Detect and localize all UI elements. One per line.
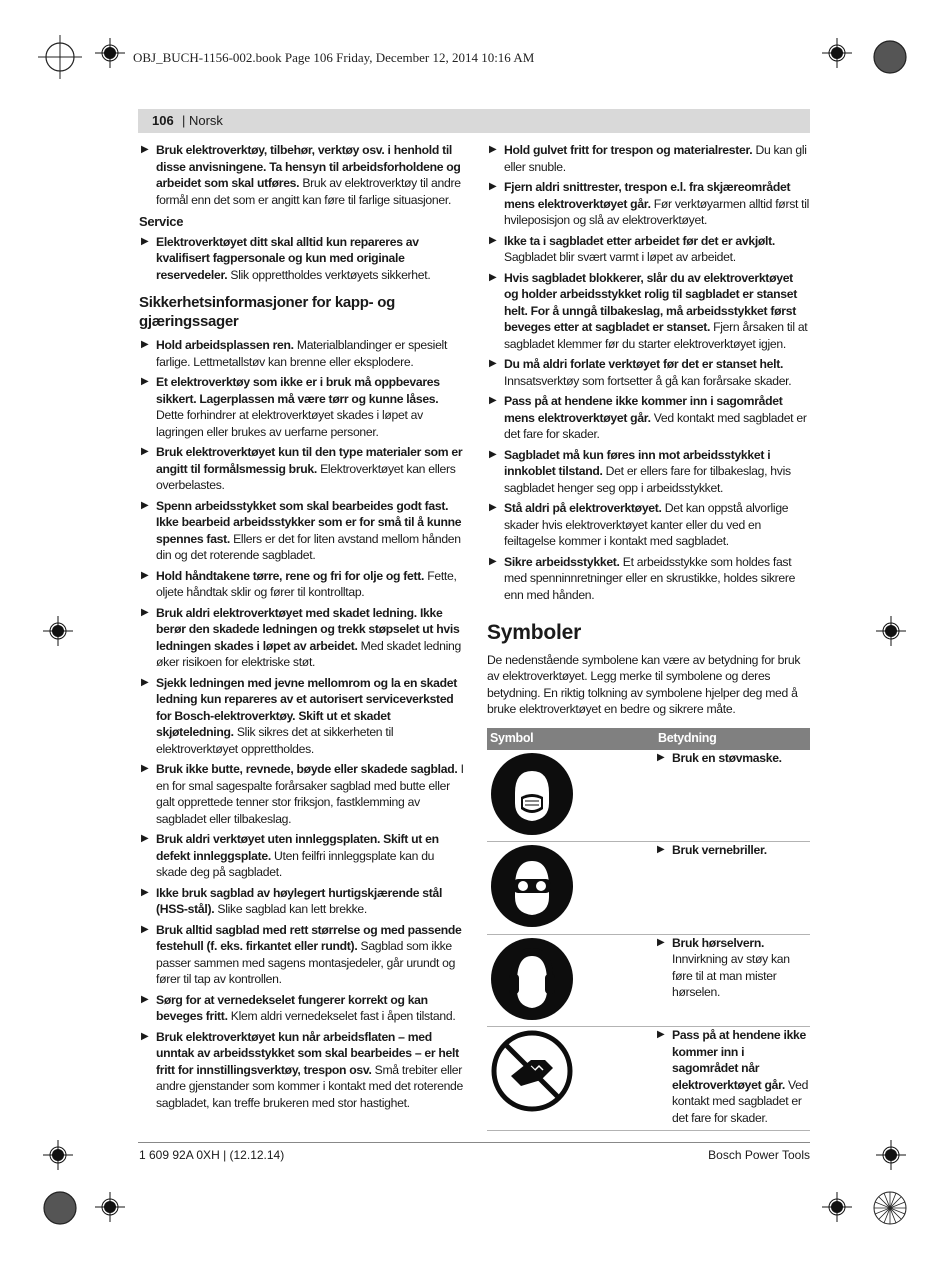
bullet-item xyxy=(139,568,465,601)
bullet-item xyxy=(139,922,465,988)
bullet-arrow-icon: ▶ xyxy=(657,751,665,763)
bullet-bold-text: Ikke bruk sagblad av høylegert hurtigskjærende stål (HSS-stål). xyxy=(156,885,443,916)
bullet-arrow-icon: ▶ xyxy=(141,446,149,457)
crosshair-mark-bottom-left-inner xyxy=(95,1192,125,1222)
bullet-text: Fjern årsaken til at sagbladet klemmer før du starter elektroverktøyet igjen. xyxy=(504,320,808,351)
bullet-item xyxy=(139,1029,465,1112)
bullet-text: Slik sikres det at sikkerheten til elektroverktøyet opprettholdes. xyxy=(156,725,394,756)
bullet-text: Før verktøyarmen alltid først til hvileposisjon og slå av elektroverktøyet. xyxy=(504,196,810,227)
registration-mark-bottom-left xyxy=(38,1186,82,1230)
crosshair-mark-left-mid xyxy=(43,616,73,646)
bullet-arrow-icon: ▶ xyxy=(141,376,149,387)
bullet-text: Innsatsverktøy som fortsetter å gå kan forårsake skader. xyxy=(504,373,792,388)
meaning-bold-text: Bruk en støvmaske. xyxy=(672,750,782,765)
bullet-item xyxy=(487,356,810,389)
bullet-arrow-icon: ▶ xyxy=(141,833,149,844)
bullet-item xyxy=(487,179,810,229)
bullet-arrow-icon: ▶ xyxy=(657,936,665,948)
bullet-arrow-icon: ▶ xyxy=(657,844,665,855)
bullet-item xyxy=(139,831,465,881)
bullet-arrow-icon: ▶ xyxy=(489,271,497,283)
meaning-bold-text: Pass på at hendene ikke kommer inn i sagområdet når elektroverktøyet går. xyxy=(672,1028,807,1092)
symbol-row xyxy=(487,934,810,1027)
bullet-arrow-icon: ▶ xyxy=(489,234,497,246)
bullet-item xyxy=(487,233,810,266)
meaning-item xyxy=(655,935,810,1001)
bullet-arrow-icon: ▶ xyxy=(141,763,149,774)
bullet-bold-text: Et elektroverktøy som ikke er i bruk må oppbevares sikkert. Lagerplassen må være tørr og kunne låses. xyxy=(156,375,440,406)
bullet-text: Materialblandinger er spesielt farlige. Lettmetallstøv kan brenne eller eksplodere. xyxy=(156,338,448,369)
crosshair-mark-bottom-right-outer xyxy=(876,1140,906,1170)
footer-brand: Bosch Power Tools xyxy=(708,1148,810,1162)
bullet-bold-text: Bruk aldri elektroverktøyet med skadet ledning. Ikke berør den skadede ledningen og trekk støpselet ut hvis ledningen skades i løpet av arbeidet. xyxy=(156,605,460,653)
bullet-arrow-icon: ▶ xyxy=(141,676,149,688)
bullet-item xyxy=(139,675,465,758)
crosshair-mark-top-right xyxy=(822,38,852,68)
bullet-bold-text: Sjekk ledningen med jevne mellomrom og la en skadet ledning kun repareres av et autorisert serviceverksted for Bosch-elektroverktøy. Skift ut et skadet skjøteledning. xyxy=(156,675,457,739)
symbol-cell xyxy=(487,750,655,842)
bullet-arrow-icon: ▶ xyxy=(657,1029,665,1040)
bullet-item xyxy=(139,337,465,370)
bullet-arrow-icon: ▶ xyxy=(141,923,149,935)
bullet-text: Med skadet ledning øker risikoen for elektriske støt. xyxy=(156,638,461,669)
bullet-text: Uten feilfri innleggsplate kan du skade deg på sagbladet. xyxy=(156,848,435,879)
bullet-item xyxy=(139,142,465,208)
bullet-bold-text: Bruk aldri verktøyet uten innleggsplaten. Skift ut en defekt innleggsplate. xyxy=(156,832,439,863)
bullet-arrow-icon: ▶ xyxy=(489,555,497,567)
bullet-item xyxy=(139,498,465,564)
bullet-arrow-icon: ▶ xyxy=(489,395,497,406)
safety-heading: Sikkerhetsinformasjoner for kapp- og gjæringssager xyxy=(139,294,395,330)
bullet-item xyxy=(139,234,465,284)
symbol-row xyxy=(487,750,810,842)
footer-divider xyxy=(138,1142,810,1143)
bullet-item xyxy=(139,992,465,1025)
bullet-text: Slike sagblad kan lett brekke. xyxy=(214,902,367,916)
symbol-row xyxy=(487,1027,810,1131)
symbols-intro: De nedenstående symbolene kan være av betydning for bruk av elektroverktøyet. Legg merke til symbolene og deres betydning. En riktig tolkning av symbolene hjelper deg med å bruke elektroverktøyet en bedre og sikrere måte. xyxy=(487,652,801,716)
registration-mark-top-left xyxy=(38,35,82,79)
bullet-text: Du kan gli eller snuble. xyxy=(504,143,807,174)
bullet-item xyxy=(487,393,810,443)
meaning-text: Ved kontakt med sagbladet er det fare for skader. xyxy=(672,1077,809,1125)
bullet-text: Bruk av elektroverktøy til andre formål enn det som er angitt kan føre til farlige situasjoner. xyxy=(156,176,461,207)
symbol-cell xyxy=(487,842,655,935)
bullet-arrow-icon: ▶ xyxy=(141,339,149,350)
dust-mask-icon xyxy=(491,753,655,840)
meaning-cell xyxy=(655,750,810,842)
safety-glasses-icon xyxy=(491,845,655,932)
bullet-item xyxy=(139,374,465,440)
bullet-bold-text: Hold håndtakene tørre, rene og fri for olje og fett. xyxy=(156,568,425,583)
bullet-text: Dette forhindrer at elektroverktøyet skades i løpet av lagringen eller brukes av uerfarne personer. xyxy=(156,408,423,439)
page-language: | Norsk xyxy=(182,113,223,128)
crosshair-mark-top-left xyxy=(95,38,125,68)
crosshair-mark-right-mid xyxy=(876,616,906,646)
right-column xyxy=(487,142,810,1131)
bullet-text: Fette, oljete håndtak sklir og fører til kontrolltap. xyxy=(156,568,457,599)
bullet-item xyxy=(487,270,810,353)
meaning-item xyxy=(655,750,810,767)
meaning-bold-text: Bruk hørselvern. xyxy=(672,935,765,950)
no-hands-icon xyxy=(491,1030,655,1117)
page-number: 106 xyxy=(152,113,174,128)
crosshair-mark-bottom-right-inner xyxy=(822,1192,852,1222)
footer-doc-number: 1 609 92A 0XH | (12.12.14) xyxy=(139,1148,285,1162)
bullet-bold-text: Spenn arbeidsstykket som skal bearbeides godt fast. Ikke bearbeid arbeidsstykker som er for små til å kunne spennes fast. xyxy=(156,498,462,546)
bullet-text: I en for smal sagespalte forårsaker sagblad med butte eller galt opprettede tenner stor friksjon, fastklemming av sagbladet eller tilbakeslag. xyxy=(156,762,464,826)
bullet-text: Ellers er det for liten avstand mellom hånden din og det roterende sagbladet. xyxy=(156,531,461,562)
bullet-bold-text: Hvis sagbladet blokkerer, slår du av elektroverktøyet og holder arbeidsstykket rolig til sagbladet er stanset helt. For å unngå tilbakeslag, må arbeidsstykket først beveges etter at sagbladet er stanset. xyxy=(504,270,798,334)
bullet-bold-text: Hold arbeidsplassen ren. xyxy=(156,338,294,352)
symbol-cell xyxy=(487,934,655,1027)
bullet-item xyxy=(139,444,465,494)
bullet-item xyxy=(487,447,810,497)
ear-protection-icon xyxy=(491,938,655,1025)
print-header: OBJ_BUCH-1156-002.book Page 106 Friday, December 12, 2014 10:16 AM xyxy=(133,50,535,65)
bullet-item xyxy=(139,761,465,827)
bullet-text: Små trebiter eller andre gjenstander som kommer i kontakt med det roterende sagbladet, kan treffe brukeren med stor hastighet. xyxy=(156,1062,464,1110)
bullet-arrow-icon: ▶ xyxy=(489,358,497,369)
meaning-bold-text: Bruk vernebriller. xyxy=(672,843,767,857)
bullet-text: Elektroverktøyet kan ellers overbelastes. xyxy=(156,461,456,492)
service-list xyxy=(139,234,465,284)
registration-mark-bottom-right xyxy=(868,1186,912,1230)
bullet-text: Det er ellers fare for tilbakeslag, hvis sagbladet henger seg opp i arbeidsstykket. xyxy=(504,464,791,495)
bullet-arrow-icon: ▶ xyxy=(489,502,497,513)
bullet-arrow-icon: ▶ xyxy=(141,1030,149,1042)
symbol-cell xyxy=(487,1027,655,1131)
bullet-item xyxy=(487,554,810,604)
registration-mark-top-right xyxy=(868,35,912,79)
bullet-item xyxy=(487,500,810,550)
intro-list xyxy=(139,142,465,208)
bullet-bold-text: Hold gulvet fritt for trespon og materialrester. xyxy=(504,143,753,157)
bullet-bold-text: Du må aldri forlate verktøyet før det er stanset helt. xyxy=(504,357,784,371)
service-heading: Service xyxy=(139,214,184,229)
symbol-column-header: Symbol xyxy=(487,728,655,750)
meaning-cell xyxy=(655,842,810,935)
safety-list-right xyxy=(487,142,810,603)
bullet-bold-text: Pass på at hendene ikke kommer inn i sagområdet mens elektroverktøyet går. xyxy=(504,394,783,425)
bullet-arrow-icon: ▶ xyxy=(141,144,149,155)
bullet-bold-text: Fjern aldri snittrester, trespon e.l. fra skjæreområdet mens elektroverktøyet går. xyxy=(504,180,791,211)
crosshair-mark-bottom-left-outer xyxy=(43,1140,73,1170)
bullet-text: Sagblad som ikke passer sammen med sagens montasjedeler, går urundt og fører til tap av kontrollen. xyxy=(156,939,456,986)
left-column xyxy=(139,142,465,1115)
bullet-arrow-icon: ▶ xyxy=(489,448,497,460)
bullet-text: Ved kontakt med sagbladet er det fare for skader. xyxy=(504,410,807,441)
bullet-text: Sagbladet blir svært varmt i løpet av arbeidet. xyxy=(504,250,736,264)
bullet-arrow-icon: ▶ xyxy=(489,144,497,155)
meaning-item xyxy=(655,1027,810,1126)
meaning-cell xyxy=(655,934,810,1027)
bullet-arrow-icon: ▶ xyxy=(141,886,149,898)
bullet-text: Et arbeidsstykke som holdes fast med spenninnretninger eller en skrustikke, holdes sikrere enn med hånden. xyxy=(504,554,796,602)
bullet-arrow-icon: ▶ xyxy=(489,181,497,192)
meaning-item xyxy=(655,842,810,859)
bullet-arrow-icon: ▶ xyxy=(141,499,149,511)
symbol-row xyxy=(487,842,810,935)
bullet-item xyxy=(139,605,465,671)
bullet-text: Slik opprettholdes verktøyets sikkerhet. xyxy=(227,267,431,282)
bullet-text: Det kan oppstå alvorlige skader hvis elektroverktøyet kanter eller du ved en feiltagelse kommer i kontakt med sagbladet. xyxy=(504,501,789,548)
bullet-text: Klem aldri vernedekselet fast i åpen tilstand. xyxy=(227,1009,456,1023)
bullet-bold-text: Bruk elektroverktøyet kun til den type materialer som er angitt til formålsmessig bruk. xyxy=(156,445,463,476)
meaning-cell xyxy=(655,1027,810,1131)
bullet-bold-text: Ikke ta i sagbladet etter arbeidet før det er avkjølt. xyxy=(504,233,775,248)
bullet-bold-text: Bruk ikke butte, revnede, bøyde eller skadede sagblad. xyxy=(156,762,458,776)
bullet-item xyxy=(139,885,465,918)
bullet-arrow-icon: ▶ xyxy=(141,235,149,247)
bullet-arrow-icon: ▶ xyxy=(141,606,149,618)
bullet-bold-text: Elektroverktøyet ditt skal alltid kun repareres av kvalifisert fagpersonale og kun med originale reservedeler. xyxy=(156,234,419,282)
bullet-bold-text: Bruk elektroverktøy, tilbehør, verktøy osv. i henhold til disse anvisningene. Ta hensyn til arbeidsforholdene og arbeidet som skal utføres. xyxy=(156,143,461,190)
bullet-arrow-icon: ▶ xyxy=(141,993,149,1005)
bullet-item xyxy=(487,142,810,175)
symbols-table xyxy=(487,728,810,1132)
bullet-bold-text: Stå aldri på elektroverktøyet. xyxy=(504,501,662,515)
symbols-heading: Symboler xyxy=(487,621,582,644)
safety-list-left xyxy=(139,337,465,1111)
bullet-bold-text: Bruk alltid sagblad med rett størrelse og med passende festehull (f. eks. firkantet eller rundt). xyxy=(156,922,462,953)
bullet-bold-text: Sørg for at vernedekselet fungerer korrekt og kan beveges fritt. xyxy=(156,992,428,1023)
bullet-bold-text: Sikre arbeidsstykket. xyxy=(504,554,620,569)
bullet-bold-text: Bruk elektroverktøyet kun når arbeidsflaten – med unntak av arbeidsstykket som skal bearbeides – er helt fritt for innstillingsverktøy, trespon osv. xyxy=(156,1029,459,1077)
page-header-bar xyxy=(138,109,810,133)
bullet-arrow-icon: ▶ xyxy=(141,569,149,581)
meaning-column-header: Betydning xyxy=(655,728,810,750)
meaning-text: Innvirkning av støy kan føre til at man mister hørselen. xyxy=(672,952,790,999)
bullet-bold-text: Sagbladet må kun føres inn mot arbeidsstykket i innkoblet tilstand. xyxy=(504,447,771,478)
